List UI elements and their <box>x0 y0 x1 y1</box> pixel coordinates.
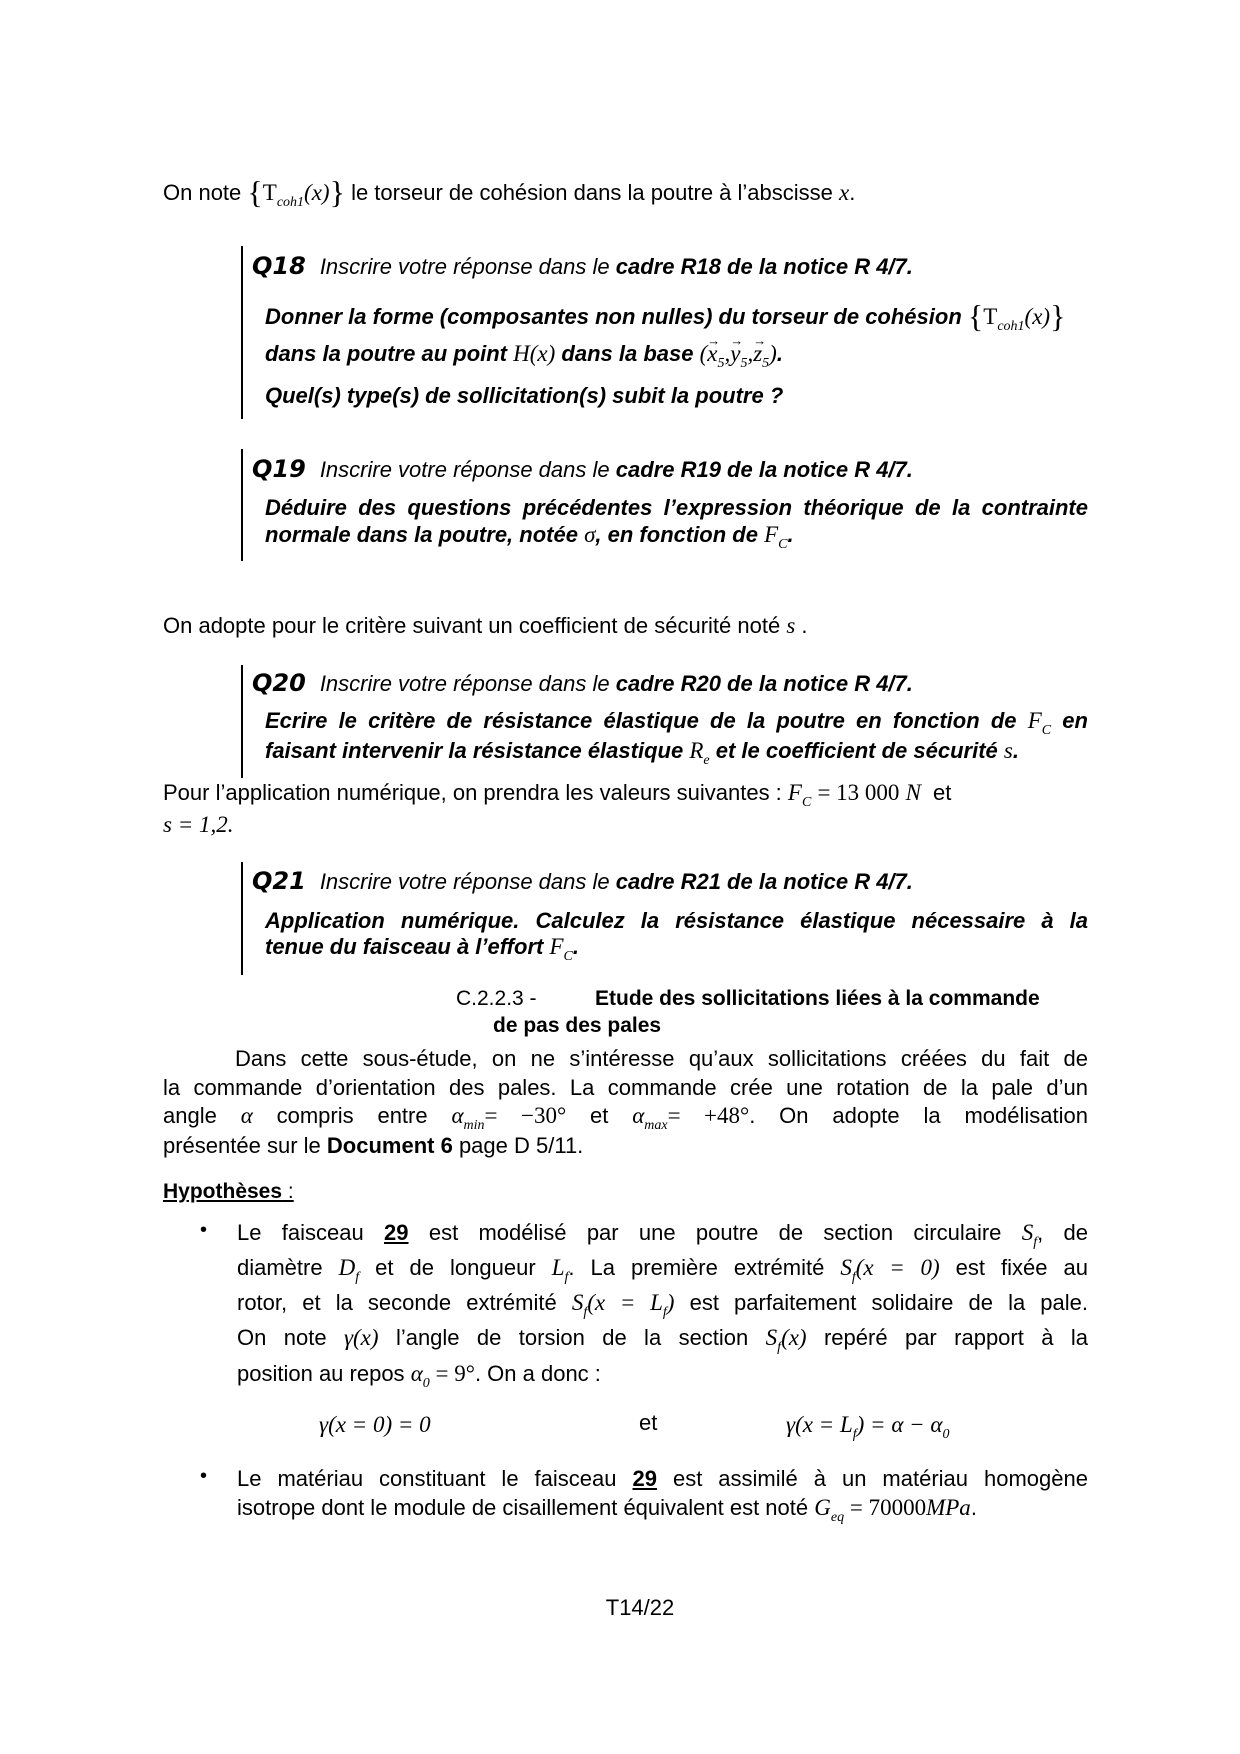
text: est assimilé à un matériau homogène <box>672 1466 1088 1491</box>
math-alpha-max <box>632 1103 750 1133</box>
math-sub: f <box>851 1270 856 1285</box>
math-sub: max <box>644 1118 668 1133</box>
text: , en fonction de <box>595 522 758 547</box>
sub: 5 <box>762 356 770 371</box>
section-number: C.2.2.3 - <box>456 987 537 1010</box>
text: angle <box>163 1103 217 1128</box>
para-line2: la commande d’orientation des pales. La commande crée une rotation de la pale d’un <box>163 1075 1088 1100</box>
text: repéré par rapport à la <box>823 1325 1088 1350</box>
question-label: Q20 <box>252 669 306 697</box>
text: Le matériau constituant le faisceau <box>237 1466 617 1491</box>
brace-close: } <box>1050 298 1066 334</box>
math-sub: 0 <box>422 1376 430 1391</box>
math-R: R <box>689 738 704 763</box>
math-G: G <box>814 1495 831 1520</box>
equation-left: γ(x = 0) = 0 <box>319 1412 431 1437</box>
q19-line1: Déduire des questions précédentes l’expression théorique de la contrainte <box>265 495 1088 520</box>
text: Le faisceau <box>237 1220 364 1245</box>
q18-line3: Quel(s) type(s) de sollicitation(s) subit la poutre ? <box>265 383 784 408</box>
math-S: S <box>840 1255 852 1280</box>
math-sub: e <box>703 753 710 768</box>
text: est fixée au <box>955 1255 1088 1280</box>
text: On note <box>237 1325 327 1350</box>
math-alpha: α <box>632 1103 645 1128</box>
numeric-s: s = 1,2. <box>163 812 234 837</box>
section-title-cont: de pas des pales <box>493 1014 662 1037</box>
math-Geq <box>814 1495 971 1525</box>
vec-y: → y <box>730 340 740 368</box>
text: en <box>1062 708 1088 733</box>
text: dans la poutre au point <box>265 341 508 366</box>
text: normale dans la poutre, notée <box>265 522 578 547</box>
hypotheses-heading <box>163 1178 294 1206</box>
math-sub: f <box>852 1427 857 1442</box>
q20-line2 <box>265 737 1019 775</box>
paren: ( <box>699 341 708 366</box>
q18-line2 <box>265 340 783 378</box>
math-alpha0 <box>410 1361 475 1391</box>
math-part: ) = α − α <box>856 1412 943 1437</box>
math-Lf <box>551 1255 569 1285</box>
brace-open: { <box>967 298 984 334</box>
math-unit: N <box>905 780 921 805</box>
text: et <box>590 1103 609 1128</box>
text: Pour l’application numérique, on prendra les valeurs suivantes : <box>163 780 782 805</box>
instruction-bold: cadre R21 de la notice R 4/7. <box>615 869 913 894</box>
math-s: s <box>1003 738 1013 763</box>
text: isotrope dont le module de cisaillement équivalent est noté <box>237 1495 809 1520</box>
math-Sf-L <box>571 1290 675 1320</box>
q19-header <box>252 455 913 484</box>
math-sub: min <box>463 1118 485 1133</box>
text: . <box>801 613 808 638</box>
math-var: x <box>839 180 850 205</box>
math-unit: MPa <box>926 1495 971 1520</box>
para-line4 <box>163 1132 583 1160</box>
math-S: S <box>1021 1220 1034 1245</box>
text: rotor, et la seconde extrémité <box>237 1290 557 1315</box>
text: est modélisé par une poutre de section circulaire <box>428 1220 1002 1245</box>
brace-open: { <box>247 174 263 210</box>
math-sub: C <box>1041 723 1052 738</box>
math-sub: C <box>563 949 573 964</box>
math-S: S <box>571 1290 584 1315</box>
math-sub: coh1 <box>276 195 305 210</box>
math-Fc <box>549 934 573 964</box>
instruction: Inscrire votre réponse dans le <box>319 671 610 696</box>
math-Sf <box>1021 1220 1038 1250</box>
b1-line5 <box>237 1360 601 1398</box>
text: . <box>776 341 783 366</box>
q21-line1: Application numérique. Calculez la résistance élastique nécessaire à la <box>265 908 1088 933</box>
section-title: Etude des sollicitations liées à la commande <box>595 987 1040 1010</box>
math-point: H(x) <box>513 341 556 366</box>
text: Ecrire le critère de résistance élastique de la poutre en fonction de <box>265 708 1017 733</box>
b1-line1 <box>237 1219 1088 1257</box>
text: position au repos <box>237 1361 405 1386</box>
math-Df <box>338 1255 360 1285</box>
b1-line3 <box>237 1289 1088 1327</box>
math-alpha-min <box>451 1103 567 1133</box>
math-sub: f <box>564 1270 569 1285</box>
math-value: = 9° <box>435 1361 475 1386</box>
math-value: = 13 000 <box>817 780 900 805</box>
math-Fc <box>787 780 812 810</box>
b2-line1 <box>237 1465 1088 1493</box>
heading: Hypothèses <box>163 1180 283 1203</box>
q19-line2 <box>265 521 794 559</box>
text: et de longueur <box>375 1255 536 1280</box>
math-F: F <box>764 522 779 547</box>
text: l’angle de torsion de la section <box>395 1325 749 1350</box>
text: . <box>572 934 579 959</box>
question-bar <box>241 665 243 778</box>
adopt-line <box>163 612 808 640</box>
math-sigma: σ <box>584 522 596 547</box>
question-bar <box>241 862 243 975</box>
math-T: T <box>983 304 998 329</box>
text: On adopte pour le critère suivant un coefficient de sécurité noté <box>163 613 781 638</box>
question-label: Q18 <box>252 252 306 280</box>
math-sub: 0 <box>942 1427 950 1442</box>
math-arg: (x = 0) <box>855 1255 940 1280</box>
para-line1: Dans cette sous-étude, on ne s’intéresse qu’aux sollicitations créées du fait de <box>235 1046 1088 1071</box>
q18-line1 <box>265 298 1066 341</box>
numeric-line <box>163 779 951 817</box>
q20-header <box>252 669 913 698</box>
math-sub: f <box>583 1305 588 1320</box>
text: diamètre <box>237 1255 323 1280</box>
math-gamma: γ(x) <box>343 1325 379 1350</box>
b1-line2 <box>237 1254 1088 1292</box>
colon: : <box>282 1180 294 1203</box>
document-ref: Document 6 <box>326 1133 453 1158</box>
text: . La première extrémité <box>568 1255 825 1280</box>
math-base <box>699 341 777 371</box>
text: . <box>849 180 856 205</box>
math-value: = 70000 <box>849 1495 927 1520</box>
math-alpha: α <box>240 1103 253 1128</box>
paren: ) <box>666 1290 675 1315</box>
math-L: L <box>551 1255 565 1280</box>
vec-x: → x <box>707 340 717 368</box>
math-sub: C <box>778 537 788 552</box>
math-Re <box>689 738 710 768</box>
part-number: 29 <box>632 1466 657 1491</box>
comma: , <box>747 341 754 366</box>
text: , de <box>1037 1220 1088 1245</box>
text: dans la base <box>561 341 694 366</box>
q21-header <box>252 867 913 896</box>
math-arg: (x) <box>1024 304 1051 329</box>
math-value: = +48° <box>667 1103 750 1128</box>
math-alpha: α <box>410 1361 423 1386</box>
q21-line2 <box>265 933 579 971</box>
question-label: Q21 <box>252 867 306 895</box>
text: . <box>970 1495 977 1520</box>
text: faisant intervenir la résistance élastique <box>265 738 684 763</box>
math-sub: f <box>355 1270 360 1285</box>
math-alpha: α <box>451 1103 464 1128</box>
text: On note <box>163 180 242 205</box>
text: le torseur de cohésion dans la poutre à l’abscisse <box>351 180 833 205</box>
question-label: Q19 <box>252 455 306 483</box>
math-L: L <box>839 1412 853 1437</box>
q18-header <box>252 252 913 281</box>
equation-right <box>786 1411 950 1449</box>
math-F: F <box>787 780 802 805</box>
text: Donner la forme (composantes non nulles) du torseur de cohésion <box>265 304 962 329</box>
math-sub: coh1 <box>997 319 1025 334</box>
math-part: γ(x = <box>786 1412 840 1437</box>
text: . <box>1012 738 1019 763</box>
equation-et: et <box>639 1410 658 1435</box>
math-Sf-x <box>765 1325 807 1355</box>
bullet-icon: • <box>200 1465 208 1487</box>
bullet-icon: • <box>200 1219 208 1241</box>
math-L: L <box>650 1290 663 1315</box>
part-number: 29 <box>384 1220 409 1245</box>
vec-z: → z <box>753 340 762 368</box>
math-sub: f <box>1033 1235 1038 1250</box>
math-sub: C <box>801 795 812 810</box>
instruction-bold: cadre R19 de la notice R 4/7. <box>615 457 913 482</box>
math-sub: f <box>662 1305 667 1320</box>
math-S: S <box>765 1325 778 1350</box>
sub: 5 <box>740 356 748 371</box>
paren: ) <box>769 341 777 366</box>
sub: 5 <box>717 356 725 371</box>
math-Sf-0 <box>840 1255 940 1285</box>
math-F: F <box>1027 708 1042 733</box>
page-number: T14/22 <box>605 1595 675 1620</box>
text: présentée sur le <box>163 1133 321 1158</box>
math-s: s <box>786 613 796 638</box>
text: . <box>787 522 794 547</box>
math-sub: f <box>777 1340 782 1355</box>
instruction: Inscrire votre réponse dans le <box>319 254 610 279</box>
instruction-bold: cadre R20 de la notice R 4/7. <box>615 671 913 696</box>
text: tenue du faisceau à l’effort <box>265 934 544 959</box>
question-bar <box>241 246 243 419</box>
math-arg: (x = <box>587 1290 651 1315</box>
text: et le coefficient de sécurité <box>715 738 998 763</box>
brace-close: } <box>329 174 345 210</box>
text: . On adopte la modélisation <box>749 1103 1088 1128</box>
text: compris entre <box>276 1103 428 1128</box>
text: est parfaitement solidaire de la pale. <box>689 1290 1089 1315</box>
b1-line4 <box>237 1324 1088 1362</box>
comma: , <box>724 341 731 366</box>
math-sub: eq <box>830 1510 845 1525</box>
b2-line2 <box>237 1494 977 1532</box>
math-F: F <box>549 934 564 959</box>
instruction: Inscrire votre réponse dans le <box>319 869 610 894</box>
instruction-bold: cadre R18 de la notice R 4/7. <box>615 254 913 279</box>
intro-line <box>163 174 856 217</box>
text: . On a donc : <box>474 1361 601 1386</box>
question-bar <box>241 449 243 561</box>
instruction: Inscrire votre réponse dans le <box>319 457 610 482</box>
math-arg: (x) <box>304 180 330 205</box>
text: et <box>933 780 952 805</box>
math-arg: (x) <box>781 1325 807 1350</box>
text: page D 5/11. <box>458 1133 584 1158</box>
math-D: D <box>338 1255 356 1280</box>
math-T: T <box>262 180 277 205</box>
math-Fc <box>1027 708 1052 738</box>
math-value: = −30° <box>484 1103 567 1128</box>
